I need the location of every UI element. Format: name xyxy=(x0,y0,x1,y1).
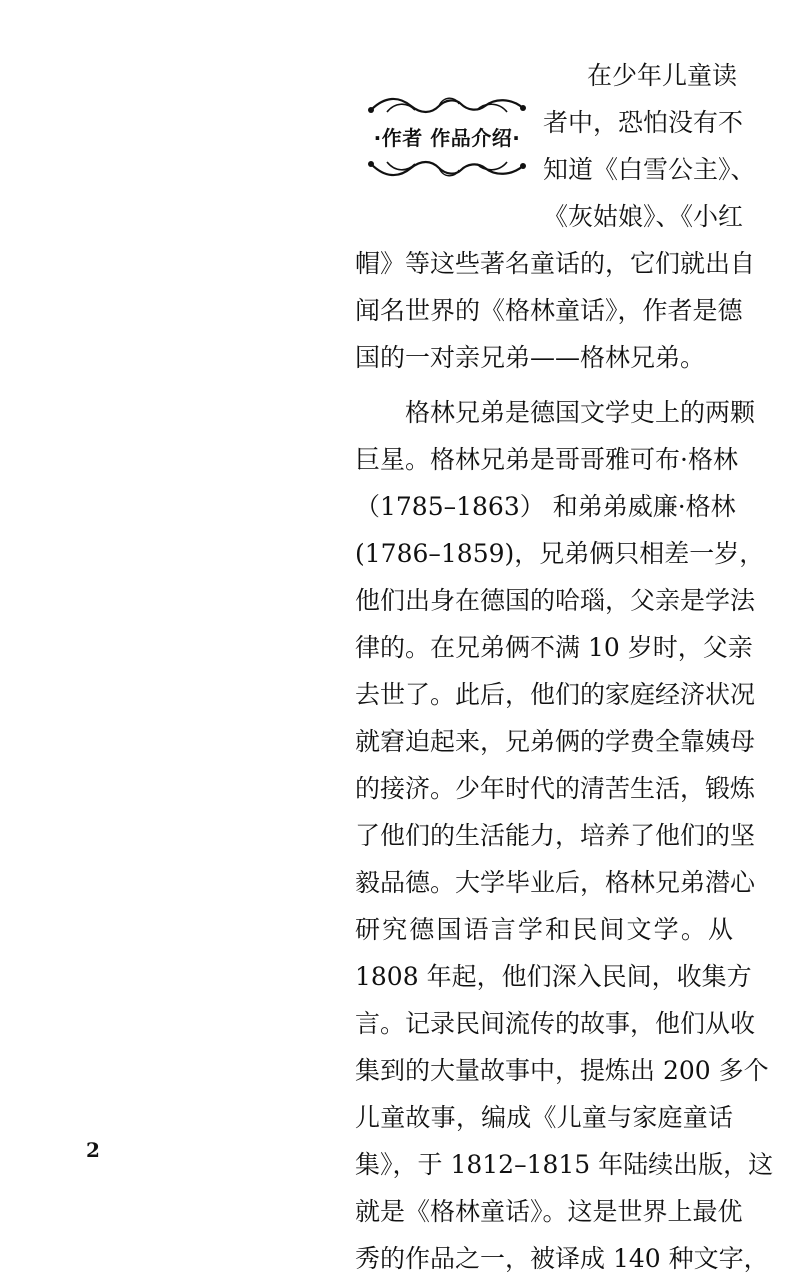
text-line: 的接济。少年时代的清苦生活，锻炼 xyxy=(355,774,756,803)
text-line: 知道《白雪公主》、 xyxy=(543,155,756,184)
section-title: ·作者 作品介绍· xyxy=(373,126,521,150)
text-line: 了他们的生活能力，培养了他们的坚 xyxy=(355,821,756,850)
text-line: 秀的作品之一，被译成 140 种文字， xyxy=(355,1244,769,1273)
text-line: 集》，于 1812–1815 年陆续出版，这 xyxy=(355,1150,774,1179)
text-line: (1786–1859)，兄弟俩只相差一岁， xyxy=(355,539,765,568)
text-line: 就窘迫起来，兄弟俩的学费全靠姨母 xyxy=(355,727,756,756)
text-line: 他们出身在德国的哈瑙，父亲是学法 xyxy=(355,586,756,615)
text-line: 者中，恐怕没有不 xyxy=(543,108,744,137)
text-line: （1785–1863） 和弟弟威廉·格林 xyxy=(355,492,736,521)
text-line: 言。记录民间流传的故事，他们从收 xyxy=(355,1009,756,1038)
text-line: 巨星。格林兄弟是哥哥雅可布·格林 xyxy=(355,445,738,474)
text-line: 毅品德。大学毕业后，格林兄弟潜心 xyxy=(355,868,756,897)
text-line: 格林兄弟是德国文学史上的两颗 xyxy=(405,398,756,427)
text-line: 国的一对亲兄弟——格林兄弟。 xyxy=(355,343,706,372)
text-line: 闻名世界的《格林童话》，作者是德 xyxy=(355,296,743,325)
page-number: 2 xyxy=(86,1138,100,1162)
text-line: 帽》等这些著名童话的，它们就出自 xyxy=(355,249,756,278)
text-line: 律的。在兄弟俩不满 10 岁时，父亲 xyxy=(355,633,753,662)
body-text-column xyxy=(355,52,774,1282)
text-line: 集到的大量故事中，提炼出 200 多个 xyxy=(355,1056,769,1085)
text-line: 就是《格林童话》。这是世界上最优 xyxy=(355,1197,743,1226)
text-line: 研究德国语言学和民间文学。从 xyxy=(355,915,733,944)
text-line: 在少年儿童读 xyxy=(587,61,738,90)
text-line: 《灰姑娘》、《小红 xyxy=(543,202,744,231)
text-line: 去世了。此后，他们的家庭经济状况 xyxy=(355,680,756,709)
text-line: 1808 年起，他们深入民间，收集方 xyxy=(355,962,752,991)
text-line: 儿童故事，编成《儿童与家庭童话 xyxy=(355,1103,733,1132)
